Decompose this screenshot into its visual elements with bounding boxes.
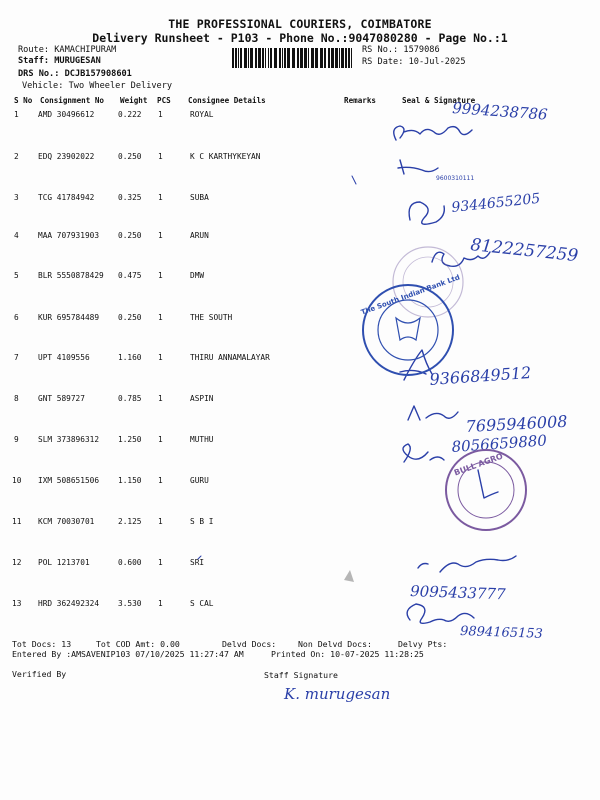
route-value: KAMACHIPURAM — [54, 45, 117, 55]
page-mark — [344, 570, 354, 582]
row-9-consignment: SLM 373896312 — [38, 435, 100, 444]
col-pcs: PCS — [157, 96, 171, 105]
row-11-weight: 2.125 — [118, 517, 142, 526]
bull-stamp-text: BULL AGRO — [452, 451, 505, 478]
row-9-sno: 9 — [14, 435, 19, 444]
row-8-weight: 0.785 — [118, 394, 142, 403]
hw-phone-row9: 8056659880 — [451, 431, 548, 456]
row-9-weight: 1.250 — [118, 435, 142, 444]
row-10-pcs: 1 — [158, 476, 163, 485]
south-indian-bank-stamp — [360, 273, 461, 375]
row-13-sno: 13 — [12, 599, 22, 608]
row-11-sno: 11 — [12, 517, 22, 526]
row-7-pcs: 1 — [158, 353, 163, 362]
row-6-consignment: KUR 695784489 — [38, 313, 100, 322]
row-10-sno: 10 — [12, 476, 22, 485]
hw-phone-row1: 9994238786 — [451, 99, 549, 124]
row-7-weight: 1.160 — [118, 353, 142, 362]
rs-no-value: 1579086 — [403, 45, 440, 55]
row-10-consignee: GURU — [190, 476, 209, 485]
delivered-docs: Delvd Docs: — [222, 639, 277, 649]
row-8-pcs: 1 — [158, 394, 163, 403]
bank-stamp-inner-ring — [378, 300, 438, 360]
row-3-weight: 0.325 — [118, 193, 142, 202]
drs-value: DCJB157908601 — [64, 69, 132, 79]
col-remarks: Remarks — [344, 96, 377, 105]
row-12-sno: 12 — [12, 558, 22, 567]
row-1-consignment: AMD 30496612 — [38, 110, 95, 119]
row-13-pcs: 1 — [158, 599, 163, 608]
printed-on: Printed On: 10-07-2025 11:28:25 — [271, 649, 424, 659]
row-9-pcs: 1 — [158, 435, 163, 444]
row-13-consignment: HRD 362492324 — [38, 599, 100, 608]
row-4-weight: 0.250 — [118, 231, 142, 240]
signature-row9 — [403, 444, 444, 462]
row-5-consignee: DMW — [190, 271, 205, 280]
row-12-consignee: SRI — [190, 558, 205, 567]
row-12-pcs: 1 — [158, 558, 163, 567]
hw-phone-row4: 8122257259 — [469, 235, 580, 267]
rs-no-label: RS No.: — [362, 45, 399, 55]
row-4-pcs: 1 — [158, 231, 163, 240]
rs-date-label: RS Date: — [362, 57, 404, 67]
row-3-consignment: TCG 41784942 — [38, 193, 95, 202]
row-11-consignee: S B I — [190, 517, 214, 526]
hw-phone-row13: 9894165153 — [459, 624, 544, 642]
hw-phone-row8: 7695946008 — [465, 411, 568, 436]
row-1-consignee: ROYAL — [190, 110, 214, 119]
rs-date-value: 10-Jul-2025 — [408, 57, 466, 67]
row-13-weight: 3.530 — [118, 599, 142, 608]
row-1-pcs: 1 — [158, 110, 163, 119]
row-2-consignment: EDQ 23902022 — [38, 152, 95, 161]
bull-agro-stamp — [446, 450, 526, 530]
staff-label: Staff: — [18, 56, 50, 66]
row-6-sno: 6 — [14, 313, 19, 322]
row-3-sno: 3 — [14, 193, 19, 202]
delivery-points: Delvy Pts: — [398, 639, 448, 649]
row-3-pcs: 1 — [158, 193, 163, 202]
row-8-sno: 8 — [14, 394, 19, 403]
row-12-weight: 0.600 — [118, 558, 142, 567]
row-2-sno: 2 — [14, 152, 19, 161]
row-1-sno: 1 — [14, 110, 19, 119]
row-11-pcs: 1 — [158, 517, 163, 526]
verified-by: Verified By — [12, 669, 67, 679]
signature-row12 — [418, 556, 516, 572]
row-9-consignee: MUTHU — [190, 435, 214, 444]
row-2-weight: 0.250 — [118, 152, 142, 161]
row-12-consignment: POL 1213701 — [38, 558, 90, 567]
col-seal-signature: Seal & Signature — [402, 96, 476, 105]
staff-signature-label: Staff Signature — [264, 670, 338, 680]
row-5-pcs: 1 — [158, 271, 163, 280]
col-sno: S No — [14, 96, 33, 105]
row-5-sno: 5 — [14, 271, 19, 280]
bull-stamp-signature — [478, 470, 498, 498]
row-4-consignee: ARUN — [190, 231, 209, 240]
bank-stamp-emblem — [396, 318, 420, 340]
col-consignee: Consignee Details — [188, 96, 266, 105]
company-title: THE PROFESSIONAL COURIERS, COIMBATORE — [168, 17, 432, 31]
signature-row2-note: 9600310111 — [436, 175, 475, 182]
row-4-sno: 4 — [14, 231, 19, 240]
vehicle-label: Vehicle: — [22, 81, 64, 91]
row-7-sno: 7 — [14, 353, 19, 362]
entered-by: Entered By :AMSAVENIP103 07/10/2025 11:27:47 AM — [12, 649, 244, 659]
row-2-pcs: 1 — [158, 152, 163, 161]
row-8-consignee: ASPIN — [190, 394, 214, 403]
total-docs: Tot Docs: 13 — [12, 639, 72, 649]
hw-staff-signature: K. murugesan — [284, 685, 391, 703]
drs-label: DRS No.: — [18, 69, 60, 79]
row-11-consignment: KCM 70030701 — [38, 517, 95, 526]
row-6-consignee: THE SOUTH — [190, 313, 233, 322]
row-10-consignment: IXM 508651506 — [38, 476, 100, 485]
row-5-weight: 0.475 — [118, 271, 142, 280]
row-10-weight: 1.150 — [118, 476, 142, 485]
signature-row1 — [394, 126, 472, 140]
hw-phone-row12: 9095433777 — [409, 582, 506, 604]
ink-specks — [198, 176, 356, 559]
route-label: Route: — [18, 45, 50, 55]
bank-stamp-text: The South Indian Bank Ltd — [359, 273, 462, 317]
hw-phone-row7: 9366849512 — [428, 362, 532, 389]
signature-row3 — [409, 202, 444, 224]
row-4-consignment: MAA 707931903 — [38, 231, 100, 240]
row-1-weight: 0.222 — [118, 110, 142, 119]
row-7-consignment: UPT 4109556 — [38, 353, 90, 362]
row-3-consignee: SUBA — [190, 193, 209, 202]
runsheet-subtitle: Delivery Runsheet - P103 - Phone No.:9047080280 - Page No.:1 — [92, 31, 508, 45]
staff-value: MURUGESAN — [54, 56, 101, 66]
signature-row8 — [408, 406, 458, 420]
col-weight: Weight — [120, 96, 148, 105]
signature-row13 — [407, 604, 474, 623]
vehicle-value: Two Wheeler Delivery — [68, 81, 173, 91]
row-2-consignee: K C KARTHYKEYAN — [190, 152, 261, 161]
row-6-weight: 0.250 — [118, 313, 142, 322]
col-consignment: Consignment No — [40, 96, 105, 105]
row-6-pcs: 1 — [158, 313, 163, 322]
row-8-consignment: GNT 589727 — [38, 394, 85, 403]
row-7-consignee: THIRU ANNAMALAYAR — [190, 353, 270, 362]
signature-row2 — [398, 160, 438, 174]
hw-phone-row3: 9344655205 — [450, 190, 542, 216]
row-13-consignee: S CAL — [190, 599, 214, 608]
non-delivered-docs: Non Delvd Docs: — [298, 639, 372, 649]
total-cod-amount: Tot COD Amt: 0.00 — [96, 639, 180, 649]
row-5-consignment: BLR 5550878429 — [38, 271, 104, 280]
